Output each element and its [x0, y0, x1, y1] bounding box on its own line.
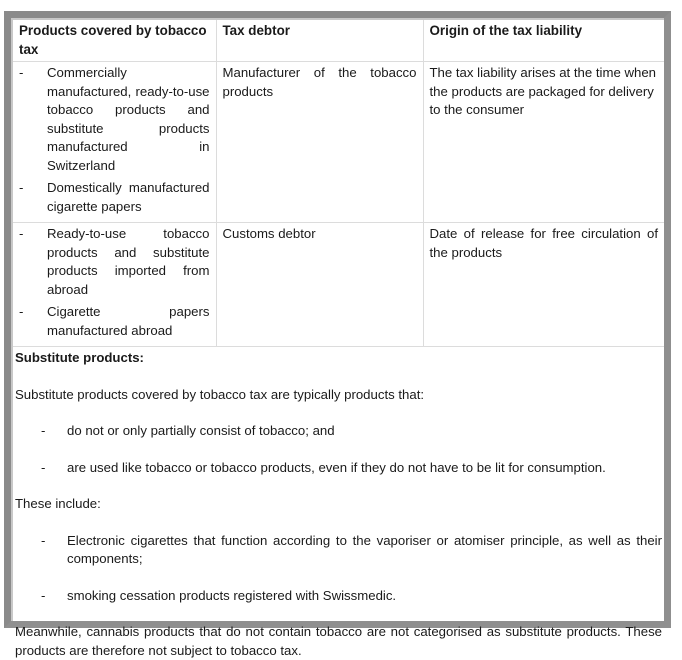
- tax-debtor-cell: Customs debtor: [216, 223, 423, 347]
- product-text: Commercially manufactured, ready-to-use tobacco products and substitute products manufactured in Switzerland: [47, 65, 210, 173]
- criteria-text: are used like tobacco or tobacco products, even if they do not have to be lit for consumption.: [67, 459, 606, 475]
- section-heading: Substitute products:: [15, 350, 144, 365]
- header-origin: Origin of the tax liability: [423, 20, 664, 62]
- list-item: [19, 179, 210, 216]
- origin-cell: Date of release for free circulation of the products: [423, 223, 664, 347]
- dash-bullet: -: [41, 459, 46, 475]
- list-item: [19, 225, 210, 299]
- product-text: Domestically manufactured cigarette papers: [47, 180, 210, 214]
- dash-bullet: -: [19, 180, 24, 195]
- closing-text: Meanwhile, cannabis products that do not contain tobacco are not categorised as substitute products. These products are therefore not subject to tobacco tax.: [15, 624, 662, 658]
- criteria-text: do not or only partially consist of tobacco; and: [67, 423, 335, 438]
- dash-bullet: -: [19, 226, 24, 241]
- product-text: Ready-to-use tobacco products and substitute products imported from abroad: [47, 226, 210, 297]
- list-item: [19, 64, 210, 175]
- list-item: [15, 532, 662, 569]
- header-tax-debtor: Tax debtor: [216, 20, 423, 62]
- list-item: [15, 422, 662, 441]
- table-header-row: [13, 20, 664, 62]
- document-content: [11, 18, 664, 658]
- dash-bullet: -: [19, 304, 24, 319]
- intro-text: Substitute products covered by tobacco tax are typically products that:: [15, 386, 425, 402]
- products-cell: [13, 223, 216, 347]
- dash-bullet: -: [41, 587, 46, 603]
- product-text: Cigarette papers manufactured abroad: [47, 304, 210, 338]
- dash-bullet: -: [41, 423, 46, 438]
- substitute-products-section: [13, 347, 664, 660]
- tobacco-tax-table: [13, 20, 664, 347]
- list-item: [15, 459, 662, 478]
- includes-label: These include:: [15, 496, 101, 511]
- header-products: Products covered by tobacco tax: [13, 20, 216, 62]
- includes-text: Electronic cigarettes that function according to the vaporiser or atomiser principle, as well as their components;: [67, 532, 662, 566]
- table-row: [13, 223, 664, 347]
- tax-debtor-cell: Manufacturer of the tobacco products: [216, 62, 423, 223]
- document-frame: [4, 11, 671, 658]
- table-row: [13, 62, 664, 223]
- dash-bullet: -: [41, 532, 46, 548]
- includes-text: smoking cessation products registered with Swissmedic.: [67, 587, 397, 603]
- list-item: [19, 303, 210, 340]
- products-cell: [13, 62, 216, 223]
- origin-cell: The tax liability arises at the time when the products are packaged for delivery to the consumer: [423, 62, 664, 223]
- list-item: [15, 587, 662, 606]
- dash-bullet: -: [19, 65, 24, 80]
